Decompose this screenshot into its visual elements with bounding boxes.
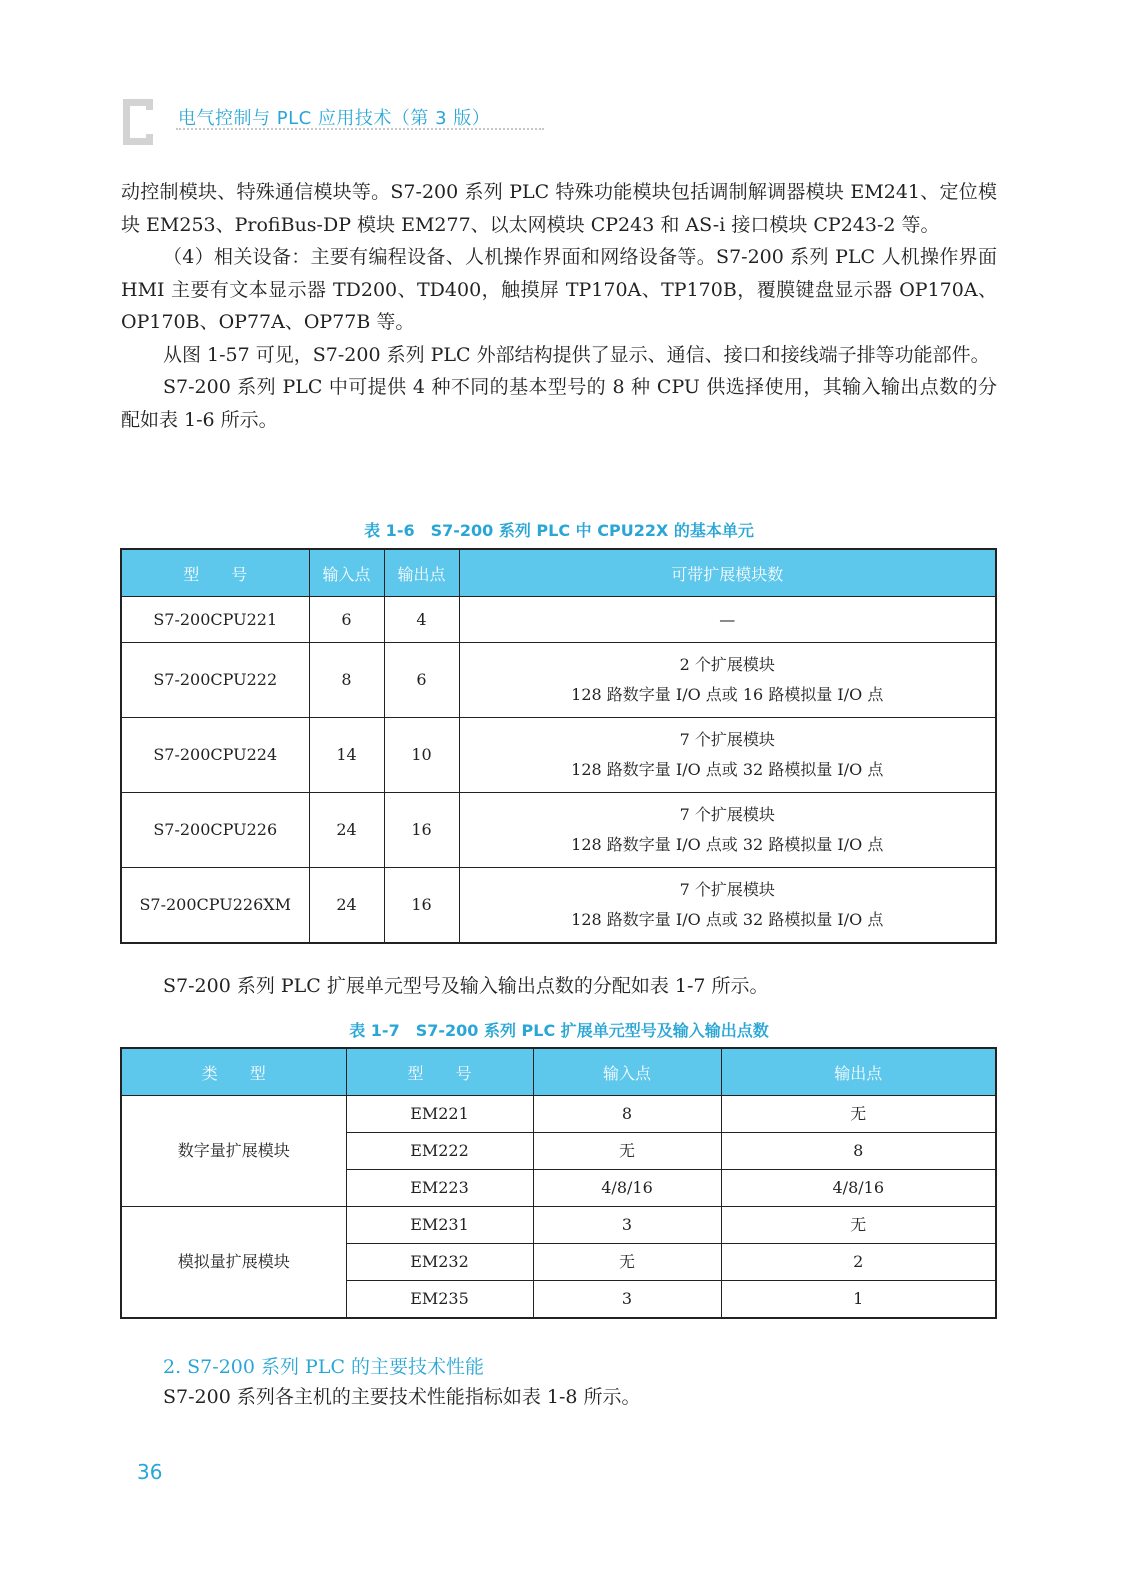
table1-cpu-basic-units — [120, 548, 997, 944]
expansion-line-1: 7 个扩展模块 — [679, 730, 775, 749]
cell-expansion — [459, 868, 996, 943]
cell-expansion — [459, 718, 996, 793]
cell-outputs: 6 — [384, 643, 459, 718]
cell-inputs: 24 — [309, 868, 384, 943]
expansion-line-1: 2 个扩展模块 — [679, 655, 775, 674]
paragraph-2: （4）相关设备：主要有编程设备、人机操作界面和网络设备等。S7-200 系列 PLC 人机操作界面 HMI 主要有文本显示器 TD200、TD400，触摸屏 TP170A、TP170B，覆膜键盘显示器 OP170A、OP170B、OP77A、OP77B 等。 — [121, 246, 997, 333]
expansion-line-2: 128 路数字量 I/O 点或 32 路模拟量 I/O 点 — [571, 760, 884, 779]
table-row — [121, 868, 996, 943]
cell-inputs: 8 — [309, 643, 384, 718]
cell-outputs: 4 — [384, 597, 459, 643]
table-row — [121, 643, 996, 718]
expansion-line-1: 7 个扩展模块 — [679, 805, 775, 824]
table2-header-model: 型 号 — [346, 1048, 533, 1096]
cell-model: S7-200CPU222 — [121, 643, 309, 718]
table2-header-type: 类 型 — [121, 1048, 346, 1096]
table-row — [121, 1096, 996, 1133]
cell-model: EM231 — [346, 1207, 533, 1244]
cell-model: S7-200CPU224 — [121, 718, 309, 793]
cell-model: EM222 — [346, 1133, 533, 1170]
cell-inputs: 无 — [533, 1244, 721, 1281]
paragraph-5: S7-200 系列 PLC 扩展单元型号及输入输出点数的分配如表 1-7 所示。 — [163, 975, 769, 997]
expansion-line-1: — — [719, 609, 736, 629]
table2-header-row — [121, 1048, 996, 1096]
table-row — [121, 718, 996, 793]
header-dotted-rule — [176, 128, 544, 130]
expansion-line-2: 128 路数字量 I/O 点或 32 路模拟量 I/O 点 — [571, 909, 884, 929]
cell-model: S7-200CPU226XM — [121, 868, 309, 943]
cell-model: EM223 — [346, 1170, 533, 1207]
cell-model: S7-200CPU226 — [121, 793, 309, 868]
paragraph-4: S7-200 系列 PLC 中可提供 4 种不同的基本型号的 8 种 CPU 供选择使用，其输入输出点数的分配如表 1-6 所示。 — [121, 376, 997, 431]
cell-model: EM232 — [346, 1244, 533, 1281]
cell-outputs: 无 — [721, 1096, 996, 1133]
page-number: 36 — [137, 1460, 163, 1484]
cell-inputs: 24 — [309, 793, 384, 868]
cell-inputs: 6 — [309, 597, 384, 643]
table1-header-outputs: 输出点 — [384, 549, 459, 597]
header-bracket-icon — [120, 96, 158, 148]
cell-outputs: 16 — [384, 868, 459, 943]
running-header-title: 电气控制与 PLC 应用技术（第 3 版） — [178, 108, 491, 129]
body-text-block — [121, 176, 997, 436]
cell-outputs: 8 — [721, 1133, 996, 1170]
section-title: 2. S7-200 系列 PLC 的主要技术性能 — [163, 1356, 485, 1378]
cell-model: EM235 — [346, 1281, 533, 1318]
cell-model: EM221 — [346, 1096, 533, 1133]
cell-inputs: 无 — [533, 1133, 721, 1170]
cell-outputs: 10 — [384, 718, 459, 793]
table1-header-model: 型 号 — [121, 549, 309, 597]
cell-type-analog: 模拟量扩展模块 — [121, 1207, 346, 1318]
table2-caption: 表 1-7 S7-200 系列 PLC 扩展单元型号及输入输出点数 — [349, 1021, 769, 1040]
cell-inputs: 3 — [533, 1281, 721, 1318]
table2-expansion-units — [120, 1047, 997, 1319]
cell-expansion — [459, 643, 996, 718]
table1-caption: 表 1-6 S7-200 系列 PLC 中 CPU22X 的基本单元 — [364, 521, 754, 540]
cell-model: S7-200CPU221 — [121, 597, 309, 643]
table1-header-row — [121, 549, 996, 597]
cell-inputs: 3 — [533, 1207, 721, 1244]
table1-header-inputs: 输入点 — [309, 549, 384, 597]
cell-expansion — [459, 597, 996, 643]
cell-outputs: 2 — [721, 1244, 996, 1281]
expansion-line-2: 128 路数字量 I/O 点或 16 路模拟量 I/O 点 — [571, 685, 884, 704]
table-row — [121, 597, 996, 643]
paragraph-1: 动控制模块、特殊通信模块等。S7-200 系列 PLC 特殊功能模块包括调制解调器模块 EM241、定位模块 EM253、ProfiBus-DP 模块 EM277、以太网模块 CP243 和 AS-i 接口模块 CP243-2 等。 — [121, 181, 997, 236]
cell-expansion — [459, 793, 996, 868]
cell-type-digital: 数字量扩展模块 — [121, 1096, 346, 1207]
table-row — [121, 793, 996, 868]
cell-outputs: 1 — [721, 1281, 996, 1318]
cell-inputs: 4/8/16 — [533, 1170, 721, 1207]
table-row — [121, 1207, 996, 1244]
cell-inputs: 8 — [533, 1096, 721, 1133]
between-text-block — [121, 970, 997, 1003]
cell-outputs: 4/8/16 — [721, 1170, 996, 1207]
expansion-line-2: 128 路数字量 I/O 点或 32 路模拟量 I/O 点 — [571, 835, 884, 854]
expansion-line-1: 7 个扩展模块 — [679, 879, 775, 899]
table1-header-expansion: 可带扩展模块数 — [459, 549, 996, 597]
table2-header-inputs: 输入点 — [533, 1048, 721, 1096]
cell-outputs: 16 — [384, 793, 459, 868]
table2-header-outputs: 输出点 — [721, 1048, 996, 1096]
cell-outputs: 无 — [721, 1207, 996, 1244]
paragraph-3: 从图 1-57 可见，S7-200 系列 PLC 外部结构提供了显示、通信、接口和接线端子排等功能部件。 — [163, 343, 990, 366]
cell-inputs: 14 — [309, 718, 384, 793]
section-body: S7-200 系列各主机的主要技术性能指标如表 1-8 所示。 — [163, 1386, 641, 1408]
